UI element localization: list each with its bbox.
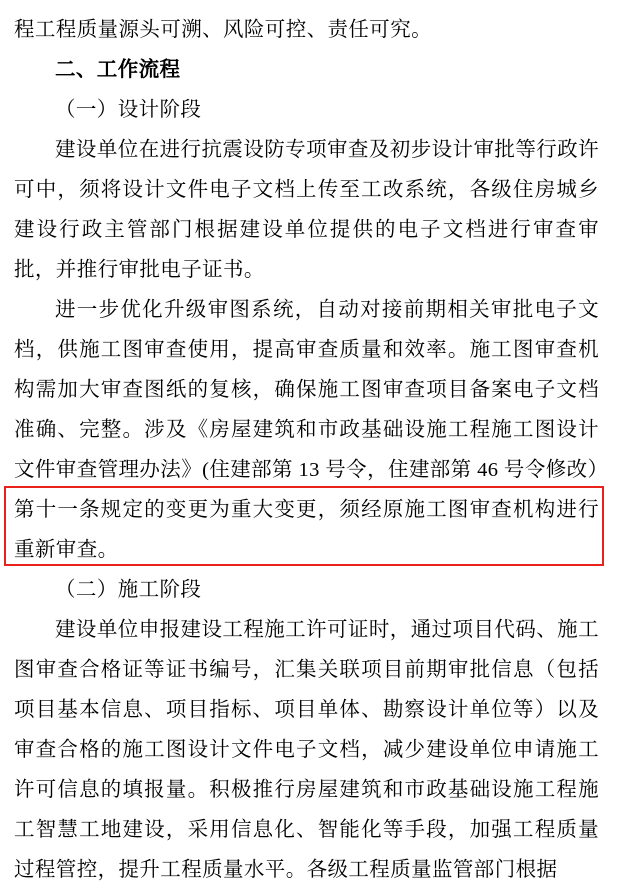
subsection-heading-design-phase: （一）设计阶段 [55, 99, 202, 121]
paragraph-design-phase-1: 建设单位在进行抗震设防专项审查及初步设计审批等行政许可中，须将设计文件电子文档上传至工改系统，各级住房城乡建设行政主管部门根据建设单位提供的电子文档进行审查审批，并推行审批电子证书。 [14, 139, 599, 281]
paragraph-design-phase-2: 进一步优化升级审图系统，自动对接前期相关审批电子文档，供施工图审查使用，提高审查质量和效率。施工图审查机构需加大审查图纸的复核，确保施工图审查项目备案电子文档准确、完整。涉及《房屋建筑和市政基础设施工程施工图设计文件审查管理办法》(住建部第 13 号令，住建部第 46 号令修改） [14, 299, 609, 481]
section-heading-work-process: 二、工作流程 [55, 59, 181, 81]
paragraph-major-change-review: 第十一条规定的变更为重大变更，须经原施工图审查机构进行重新审查。 [14, 499, 599, 561]
paragraph-continued-text: 程工程质量源头可溯、风险可控、责任可究。 [14, 19, 432, 41]
paragraph-construction-phase-1: 建设单位申报建设工程施工许可证时，通过项目代码、施工图审查合格证等证书编号，汇集关联项目前期审批信息（包括项目基本信息、项目指标、项目单体、勘察设计单位等）以及审查合格的施工图设计文件电子文档，减少建设单位申请施工许可信息的填报量。积极推行房屋建筑和市政基础设施工程施工智慧工地建设，采用信息化、智能化等手段，加强工程质量过程管控，提升工程质量水平。各级工程质量监管部门根据 [14, 619, 599, 881]
highlighted-paragraph-wrapper [14, 490, 599, 570]
subsection-heading-construction-phase: （二）施工阶段 [55, 579, 202, 601]
